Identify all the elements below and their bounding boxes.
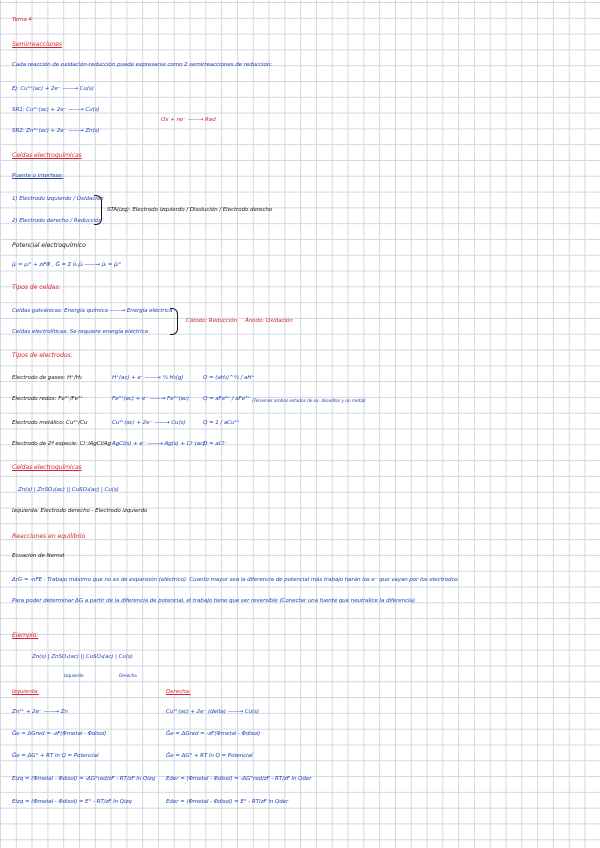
note-line-catodo: Cátodo: Reducción <box>186 318 237 324</box>
column-heading-izquierda: Izquierda: <box>12 689 39 695</box>
note-line-metalico: Electrodo metálico: Cu²⁺/Cu <box>12 420 88 426</box>
note-line-redox-q: Q = aFe²⁺ / aFe³⁺ <box>203 396 250 402</box>
note-line-electroliticas: Celdas electrolíticas: Se requiere energía eléctrica <box>12 329 148 335</box>
section-heading-tipos-electrodos: Tipos de electrodos: <box>12 352 73 359</box>
column-heading-derecha: Derecha: <box>166 689 191 695</box>
note-line-para-poder: Para poder determinar ΔG a partir de la diferencia de potencial, el trabajo tiene que ser reversible (Conectar una fuente que neutralice la diferencia) <box>12 598 415 604</box>
note-line-electrodo-2: 2) Electrodo derecho / Reducción <box>12 218 102 224</box>
note-line-sr2: SR2: Zn²⁺(ac) + 2e⁻ ——→ Zn(s) <box>12 128 100 134</box>
section-heading-tipos-celdas: Tipos de celdas: <box>12 284 61 291</box>
note-line-notacion: Zn(s) | ZnSO₄(ac) || CuSO₄(ac) | Cu(s) <box>18 487 119 493</box>
note-line-potencial-eq: μ̃ᵢ = μᵢ° + zᵢFΦ , Ḡ = Σ ν̃ᵢ μ̃ᵢ ——→ μ̃ᵢ = μ̃ᵢ° <box>12 262 122 268</box>
note-line-puente: Puente o interfase: <box>12 173 64 179</box>
note-line-intro: Cada reacción de oxidación-reducción puede expresarse como 2 semirreacciones de reducción: <box>12 62 273 68</box>
section-heading-reacciones: Reacciones en equilibrio <box>12 533 86 540</box>
section-heading-semirreacciones: Semirreacciones <box>12 41 62 48</box>
note-line-izq-der: Izquierda: Electrodo derecho - Electrodo izquierdo <box>12 508 148 514</box>
note-line-gases-eq: H⁺(ac) + e⁻ ——→ ½ H₂(g) <box>112 375 184 381</box>
note-line-der-4: Eder = (Φmetal - Φdisol) = -ΔG°red/zF - RT/zF ln Qder <box>166 776 312 782</box>
note-line-izq-5: Eizq = (Φmetal - Φdisol) = E° - RT/zF ln Qizq <box>12 799 132 805</box>
note-line-segunda-eq: AgCl(s) + e⁻ ——→ Ag(s) + Cl⁻(ac) <box>112 441 206 447</box>
note-line-brace: STA(izq): Electrodo izquierdo / Disolución / Electrodo derecho <box>107 207 273 213</box>
section-heading-celdas-2: Celdas electroquímicas <box>12 464 82 471</box>
note-line-der-5: Eder = (Φmetal - Φdisol) = E° - RT/zF ln Qder <box>166 799 289 805</box>
note-line-der-1: Cu²⁺(ac) + 2e⁻ (delta) ——→ Cu(s) <box>166 709 259 715</box>
curly-brace <box>170 308 178 335</box>
note-line-redox-note: (Temenos ambos estados de ox. disueltos y un metal) <box>252 399 366 404</box>
page-title: Tema 4 <box>12 17 32 23</box>
note-line-der-3: Ḡe = ΔG° + RT ln Q = Potencial <box>166 753 253 759</box>
note-line-izq-3: Ḡe = ΔG° + RT ln Q = Potencial <box>12 753 99 759</box>
note-line-anodo: Ánodo: Oxidación <box>245 318 293 324</box>
note-line-segunda-especie: Electrodo de 2ª especie: Cl⁻/AgCl/Ag <box>12 441 111 447</box>
note-line-galvanicas: Celdas galvánicas: Energía química ——→ Energía eléctrica <box>12 308 173 314</box>
note-line-celda-ejemplo: Zn(s) | ZnSO₄(ac) || CuSO₄(ac) | Cu(s) <box>32 654 133 660</box>
section-heading-potencial: Potencial electroquímico <box>12 242 86 249</box>
note-line-izq-1: Zn²⁺ + 2e⁻ ——→ Zn <box>12 709 68 715</box>
curly-brace <box>94 195 102 225</box>
note-line-ox-red: Ox + ne⁻ ——→ Red <box>161 117 216 123</box>
note-line-electrodo-1: 1) Electrodo izquierdo / Oxidación <box>12 196 104 202</box>
note-line-sr1: SR1: Cu²⁺(ac) + 2e⁻ ——→ Cu(s) <box>12 107 100 113</box>
note-line-gases: Electrodo de gases: H⁺/H₂ <box>12 375 82 381</box>
note-line-redox-eq: Fe³⁺(ac) + e⁻ ——→ Fe²⁺(ac) <box>112 396 189 402</box>
section-heading-ejemplo: Ejemplo: <box>12 632 39 639</box>
note-line-segunda-q: Q = aCl⁻ <box>203 441 227 447</box>
note-line-redox: Electrodo redox: Fe³⁺/Fe²⁺ <box>12 396 83 402</box>
note-line-example: Ej: Cu²⁺(ac) + 2e⁻ ——→ Cu(s) <box>12 86 94 92</box>
note-line-metalico-q: Q = 1 / aCu²⁺ <box>203 420 240 426</box>
note-line-der-2: Ḡe = ΔGred = -zF(Φmetal - Φdisol) <box>166 731 261 737</box>
note-line-izq-4: Eizq = (Φmetal - Φdisol) = -ΔG°red/zF - RT/zF ln Qizq <box>12 776 155 782</box>
note-line-gibbs: ΔrG = -nFE : Trabajo máximo que no es de expansión (eléctrico). Cuanto mayor sea la diferencia de potencial más trabajo harán los e⁻ que vayan por los electrodos <box>12 577 458 583</box>
note-line-derecha-label: Derecha <box>119 674 137 679</box>
note-line-gases-q: Q = (aH₂)^½ / aH⁺ <box>203 375 255 381</box>
note-line-izq-2: Ḡe = ΔGred = -zF(Φmetal - Φdisol) <box>12 731 107 737</box>
note-line-nernst: Ecuación de Nernst <box>12 553 65 559</box>
section-heading-celdas: Celdas electroquímicas <box>12 152 82 159</box>
note-line-metalico-eq: Cu²⁺(ac) + 2e⁻ ——→ Cu(s) <box>112 420 186 426</box>
note-line-izquierda-label: Izquierda <box>64 674 84 679</box>
